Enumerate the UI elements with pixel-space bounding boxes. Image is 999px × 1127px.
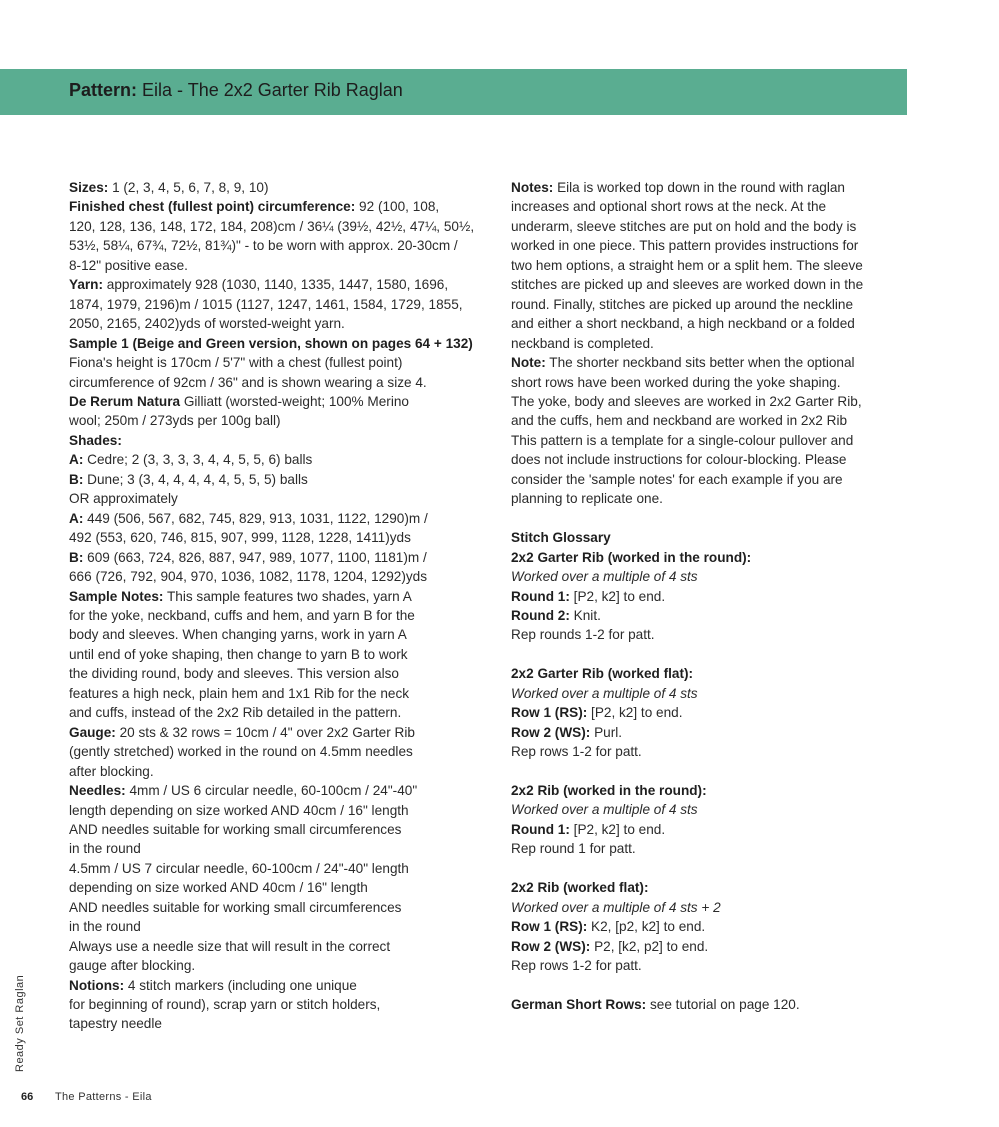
line-text: wool; 250m / 273yds per 100g ball): [69, 413, 281, 429]
bold-label: A:: [69, 510, 84, 526]
line-text: for the yoke, neckband, cuffs and hem, and yarn B for the: [69, 607, 415, 623]
text-line: [511, 898, 916, 917]
bold-label: Round 1:: [511, 588, 570, 604]
line-text: P2, [k2, p2] to end.: [590, 938, 709, 954]
text-line: [69, 334, 479, 353]
line-text: neckband is completed.: [511, 335, 654, 351]
line-text: Eila is worked top down in the round with raglan: [553, 180, 845, 195]
bold-label: B:: [69, 471, 84, 487]
text-line: [69, 937, 479, 956]
book-title-side-label: Ready Set Raglan: [14, 974, 26, 1072]
line-text: see tutorial on page 120.: [646, 996, 800, 1012]
text-line: [69, 587, 479, 606]
line-text: 53½, 58¼, 67¾, 72½, 81¾)" - to be worn with approx. 20-30cm /: [69, 238, 458, 254]
text-line: [511, 470, 916, 489]
text-line: [511, 820, 916, 839]
bold-label: 2x2 Garter Rib (worked flat):: [511, 666, 694, 682]
line-text: [P2, k2] to end.: [569, 588, 666, 604]
text-line: [69, 256, 479, 275]
text-line: [69, 801, 479, 820]
blank-line: [511, 976, 916, 995]
pattern-label: Pattern:: [69, 80, 138, 100]
line-text: short rows have been worked during the yoke shaping.: [511, 374, 841, 390]
text-line: [69, 411, 479, 430]
line-text: Cedre; 2 (3, 3, 3, 3, 4, 4, 5, 5, 6) balls: [83, 452, 313, 468]
line-text: 449 (506, 567, 682, 745, 829, 913, 1031, 1122, 1290)m /: [83, 510, 428, 526]
line-text: 4.5mm / US 7 circular needle, 60-100cm / 24"-40" length: [69, 860, 409, 876]
bold-label: Note:: [511, 355, 546, 371]
bold-label: Notions:: [69, 977, 125, 993]
bold-label: 2x2 Garter Rib (worked in the round):: [511, 549, 752, 565]
text-line: [511, 256, 916, 275]
line-text: 8-12" positive ease.: [69, 257, 188, 273]
text-line: [511, 800, 916, 819]
text-line: [69, 606, 479, 625]
line-text: in the round: [69, 919, 141, 935]
text-line: [511, 664, 916, 683]
bold-label: Shades:: [69, 432, 122, 448]
line-text: increases and optional short rows at the neck. At the: [511, 199, 827, 215]
text-line: [511, 742, 916, 761]
line-text: the dividing round, body and sleeves. This version also: [69, 666, 399, 682]
line-text: This pattern is a template for a single-colour pullover and: [511, 432, 854, 448]
text-line: [69, 373, 479, 392]
line-text: 4mm / US 6 circular needle, 60-100cm / 24"-40": [125, 783, 418, 799]
line-text: Rep rows 1-2 for patt.: [511, 958, 642, 974]
pattern-title: [69, 80, 403, 101]
text-line: [511, 684, 916, 703]
line-text: 666 (726, 792, 904, 970, 1036, 1082, 1178, 1204, 1292)yds: [69, 569, 428, 585]
text-line: [511, 606, 916, 625]
line-text: 492 (553, 620, 746, 815, 907, 999, 1128, 1228, 1411)yds: [69, 530, 411, 546]
text-line: [511, 878, 916, 897]
line-text: Dune; 3 (3, 4, 4, 4, 4, 4, 5, 5, 5) balls: [83, 471, 308, 487]
line-text: approximately 928 (1030, 1140, 1335, 1447, 1580, 1696,: [103, 277, 449, 293]
line-text: underarm, sleeve stitches are put on hold and the body is: [511, 218, 857, 234]
line-text: Purl.: [590, 724, 623, 740]
line-text: features a high neck, plain hem and 1x1 Rib for the neck: [69, 685, 410, 701]
line-text: AND needles suitable for working small circumferences: [69, 821, 402, 837]
text-line: [511, 956, 916, 975]
line-text: and cuffs, instead of the 2x2 Rib detailed in the pattern.: [69, 705, 402, 721]
bold-label: Yarn:: [69, 277, 103, 293]
bold-label: De Rerum Natura: [69, 393, 181, 409]
text-line: [511, 178, 916, 197]
text-line: [69, 178, 479, 197]
text-line: [69, 528, 479, 547]
bold-label: Finished chest (fullest point) circumference:: [69, 199, 356, 215]
text-line: [69, 878, 479, 897]
line-text: K2, [p2, k2] to end.: [587, 919, 706, 935]
text-line: [69, 450, 479, 469]
text-line: [511, 353, 916, 372]
line-text: circumference of 92cm / 36" and is shown wearing a size 4.: [69, 374, 427, 390]
bold-label: A:: [69, 452, 84, 468]
line-text: after blocking.: [69, 763, 154, 779]
line-text: [P2, k2] to end.: [569, 821, 666, 837]
text-line: [511, 295, 916, 314]
text-line: [69, 839, 479, 858]
text-line: [69, 197, 479, 216]
line-text: planning to replicate one.: [511, 491, 663, 507]
text-line: [511, 528, 916, 547]
text-line: [69, 567, 479, 586]
bold-label: Row 1 (RS):: [511, 705, 588, 721]
text-line: [69, 762, 479, 781]
text-line: [69, 625, 479, 644]
line-text: OR approximately: [69, 491, 178, 507]
bold-label: 2x2 Rib (worked in the round):: [511, 783, 707, 798]
bold-label: Sizes:: [69, 180, 109, 195]
italic-note: Worked over a multiple of 4 sts: [511, 569, 698, 585]
line-text: worked in one piece. This pattern provides instructions for: [511, 238, 859, 254]
line-text: in the round: [69, 841, 141, 857]
line-text: 2050, 2165, 2402)yds of worsted-weight yarn.: [69, 316, 345, 332]
bold-label: Stitch Glossary: [511, 530, 611, 546]
bold-label: Sample 1 (Beige and Green version, shown on pages 64 + 132): [69, 335, 473, 351]
text-line: [511, 236, 916, 255]
text-line: [69, 489, 479, 508]
text-line: [511, 548, 916, 567]
text-line: [69, 470, 479, 489]
bold-label: Needles:: [69, 783, 126, 799]
bold-label: B:: [69, 549, 84, 565]
text-line: [69, 236, 479, 255]
line-text: Rep rounds 1-2 for patt.: [511, 627, 655, 643]
line-text: round. Finally, stitches are picked up around the neckline: [511, 296, 854, 312]
line-text: Rep rows 1-2 for patt.: [511, 744, 642, 760]
page-number: 66: [21, 1091, 34, 1103]
bold-label: Round 2:: [511, 607, 570, 623]
text-line: [511, 839, 916, 858]
text-line: [69, 431, 479, 450]
text-line: [511, 567, 916, 586]
text-line: [511, 314, 916, 333]
text-line: [69, 275, 479, 294]
text-line: [69, 976, 479, 995]
text-line: [69, 781, 479, 800]
line-text: gauge after blocking.: [69, 958, 196, 974]
text-line: [69, 645, 479, 664]
blank-line: [511, 859, 916, 878]
text-line: [69, 392, 479, 411]
bold-label: German Short Rows:: [511, 996, 647, 1012]
line-text: body and sleeves. When changing yarns, work in yarn A: [69, 627, 407, 643]
text-line: [511, 995, 916, 1014]
bold-label: Row 2 (WS):: [511, 938, 591, 954]
text-line: [69, 956, 479, 975]
text-line: [69, 295, 479, 314]
line-text: 609 (663, 724, 826, 887, 947, 989, 1077, 1100, 1181)m /: [83, 549, 427, 565]
line-text: 20 sts & 32 rows = 10cm / 4" over 2x2 Garter Rib: [115, 724, 415, 740]
line-text: 1 (2, 3, 4, 5, 6, 7, 8, 9, 10): [108, 180, 269, 195]
text-line: [69, 917, 479, 936]
right-column: [511, 178, 916, 1014]
text-line: [69, 995, 479, 1014]
text-line: [69, 898, 479, 917]
text-line: [511, 917, 916, 936]
line-text: Always use a needle size that will result in the correct: [69, 938, 391, 954]
text-line: [69, 703, 479, 722]
line-text: length depending on size worked AND 40cm / 16" length: [69, 802, 409, 818]
line-text: and the cuffs, hem and neckband are worked in 2x2 Rib: [511, 413, 848, 429]
text-line: [511, 723, 916, 742]
text-line: [511, 781, 916, 800]
text-line: [69, 314, 479, 333]
text-line: [69, 509, 479, 528]
blank-line: [511, 645, 916, 664]
line-text: 92 (100, 108,: [355, 199, 440, 215]
text-line: [511, 431, 916, 450]
bold-label: Row 2 (WS):: [511, 724, 591, 740]
text-line: [69, 742, 479, 761]
line-text: does not include instructions for colour-blocking. Please: [511, 452, 847, 468]
bold-label: Gauge:: [69, 724, 116, 740]
text-line: [511, 587, 916, 606]
text-line: [69, 723, 479, 742]
line-text: Fiona's height is 170cm / 5'7" with a chest (fullest point): [69, 355, 403, 371]
bold-label: Notes:: [511, 180, 554, 195]
text-line: [511, 937, 916, 956]
text-line: [69, 684, 479, 703]
line-text: The shorter neckband sits better when the optional: [545, 355, 855, 371]
text-line: [511, 392, 916, 411]
text-line: [511, 411, 916, 430]
text-line: [511, 703, 916, 722]
text-line: [69, 664, 479, 683]
text-line: [511, 489, 916, 508]
line-text: (gently stretched) worked in the round on 4.5mm needles: [69, 744, 413, 760]
text-line: [511, 217, 916, 236]
text-line: [69, 820, 479, 839]
line-text: [P2, k2] to end.: [587, 705, 683, 721]
line-text: and either a short neckband, a high neckband or a folded: [511, 316, 855, 332]
text-line: [69, 353, 479, 372]
bold-label: 2x2 Rib (worked flat):: [511, 880, 649, 896]
bold-label: Round 1:: [511, 821, 570, 837]
text-line: [511, 625, 916, 644]
line-text: 1874, 1979, 2196)m / 1015 (1127, 1247, 1461, 1584, 1729, 1855,: [69, 296, 463, 312]
line-text: two hem options, a straight hem or a split hem. The sleeve: [511, 257, 863, 273]
line-text: 4 stitch markers (including one unique: [124, 977, 357, 993]
line-text: until end of yoke shaping, then change to yarn B to work: [69, 646, 408, 662]
italic-note: Worked over a multiple of 4 sts: [511, 685, 698, 701]
text-line: [69, 859, 479, 878]
footer-section: The Patterns - Eila: [55, 1091, 152, 1103]
text-line: [69, 1014, 479, 1033]
text-line: [511, 334, 916, 353]
line-text: The yoke, body and sleeves are worked in 2x2 Garter Rib,: [511, 393, 862, 409]
line-text: depending on size worked AND 40cm / 16" length: [69, 880, 368, 896]
text-line: [511, 373, 916, 392]
italic-note: Worked over a multiple of 4 sts + 2: [511, 899, 721, 915]
line-text: This sample features two shades, yarn A: [163, 588, 412, 604]
line-text: AND needles suitable for working small circumferences: [69, 899, 402, 915]
text-line: [69, 217, 479, 236]
line-text: for beginning of round), scrap yarn or stitch holders,: [69, 997, 381, 1013]
bold-label: Row 1 (RS):: [511, 919, 588, 935]
title-banner: [0, 69, 907, 115]
italic-note: Worked over a multiple of 4 sts: [511, 802, 698, 818]
line-text: Knit.: [569, 607, 601, 623]
blank-line: [511, 762, 916, 781]
left-column: [69, 178, 479, 1034]
line-text: tapestry needle: [69, 1016, 162, 1032]
text-line: [511, 275, 916, 294]
text-line: [69, 548, 479, 567]
line-text: Gilliatt (worsted-weight; 100% Merino: [180, 393, 409, 409]
line-text: 120, 128, 136, 148, 172, 184, 208)cm / 36¼ (39½, 42½, 47¼, 50½,: [69, 218, 475, 234]
blank-line: [511, 509, 916, 528]
line-text: Rep round 1 for patt.: [511, 841, 636, 857]
text-line: [511, 197, 916, 216]
pattern-name: Eila - The 2x2 Garter Rib Raglan: [142, 80, 403, 100]
text-line: [511, 450, 916, 469]
line-text: stitches are picked up and sleeves are worked down in the: [511, 277, 864, 293]
line-text: consider the 'sample notes' for each example if you are: [511, 471, 843, 487]
bold-label: Sample Notes:: [69, 588, 164, 604]
